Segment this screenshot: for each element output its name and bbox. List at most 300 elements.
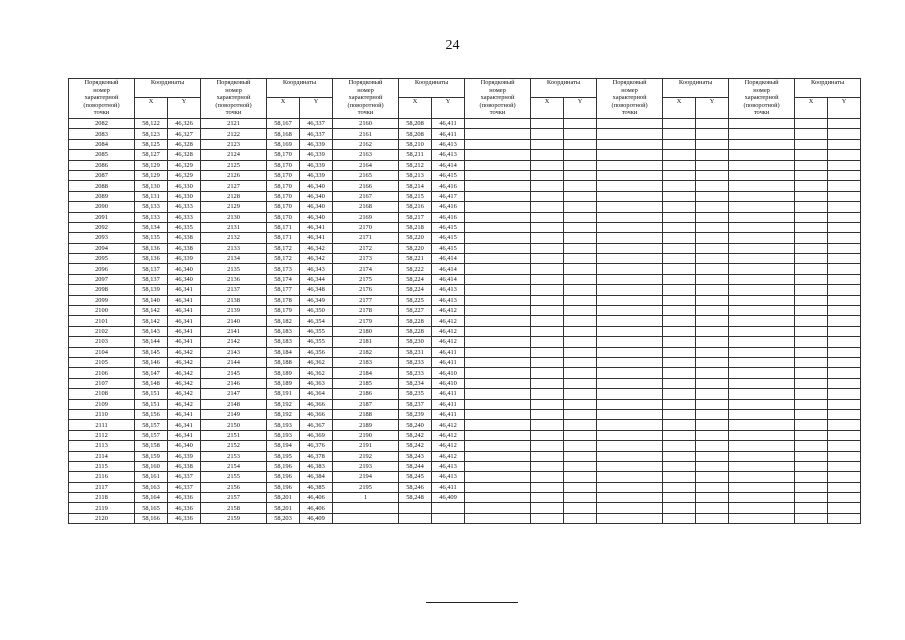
cell-y: 46,341 [168,420,201,430]
cell-x [795,451,828,461]
cell-y: 46,341 [168,295,201,305]
cell-point-number: 2195 [333,482,399,492]
table-row [69,461,861,471]
cell-y: 46,342 [168,357,201,367]
cell-point-number [465,513,531,523]
cell-point-number: 2164 [333,160,399,170]
cell-point-number: 2183 [333,357,399,367]
cell-point-number [465,222,531,232]
cell-y: 46,339 [168,254,201,264]
cell-x: 58,203 [267,513,300,523]
cell-point-number [597,326,663,336]
cell-point-number: 2167 [333,191,399,201]
cell-point-number: 2087 [69,170,135,180]
cell-y: 46,341 [168,430,201,440]
cell-y: 46,369 [300,430,333,440]
cell-x [531,461,564,471]
cell-y [696,503,729,513]
header-point-number-line: характерной [744,94,779,101]
table-row [69,181,861,191]
cell-point-number: 2086 [69,160,135,170]
cell-y: 46,339 [300,160,333,170]
cell-y [696,451,729,461]
cell-y [828,503,861,513]
cell-y [696,461,729,471]
cell-y: 46,414 [432,254,465,264]
cell-x [663,181,696,191]
cell-x: 58,235 [399,389,432,399]
cell-x [663,357,696,367]
cell-x: 58,224 [399,274,432,284]
cell-x: 58,192 [267,409,300,419]
header-point-number-line: номер [357,86,374,94]
cell-y: 46,383 [300,461,333,471]
cell-x: 58,239 [399,409,432,419]
cell-x [663,119,696,129]
cell-point-number [729,378,795,388]
cell-x [531,472,564,482]
cell-point-number [729,119,795,129]
cell-point-number [729,212,795,222]
cell-y [564,150,597,160]
cell-point-number [597,233,663,243]
cell-point-number [597,202,663,212]
cell-point-number [597,254,663,264]
cell-y [696,347,729,357]
cell-y: 46,415 [432,243,465,253]
cell-x: 58,242 [399,441,432,451]
cell-y: 46,342 [168,368,201,378]
header-y: Y [432,98,465,119]
cell-y [564,264,597,274]
cell-x [531,409,564,419]
cell-y: 46,355 [300,326,333,336]
cell-point-number [729,274,795,284]
cell-y [828,357,861,367]
table-row [69,357,861,367]
cell-x [663,150,696,160]
cell-y [696,316,729,326]
cell-x: 58,233 [399,368,432,378]
cell-point-number: 2190 [333,430,399,440]
cell-y [696,513,729,523]
cell-x [531,202,564,212]
cell-point-number: 2120 [69,513,135,523]
cell-x: 58,196 [267,461,300,471]
cell-point-number: 2181 [333,337,399,347]
cell-y [828,368,861,378]
cell-y [696,170,729,180]
cell-point-number: 2184 [333,368,399,378]
cell-point-number [729,503,795,513]
table-row [69,326,861,336]
cell-x [531,181,564,191]
cell-x [663,316,696,326]
cell-x: 58,143 [135,326,168,336]
cell-x: 58,216 [399,202,432,212]
table-row [69,129,861,139]
cell-y [696,254,729,264]
header-coordinates: Координаты [795,79,861,98]
cell-point-number [729,337,795,347]
cell-y [564,378,597,388]
cell-point-number [729,316,795,326]
cell-y [828,181,861,191]
cell-point-number: 2106 [69,368,135,378]
cell-x [795,337,828,347]
cell-x: 58,170 [267,202,300,212]
cell-y: 46,333 [168,202,201,212]
cell-y: 46,410 [432,368,465,378]
cell-x: 58,228 [399,326,432,336]
cell-x [663,513,696,523]
cell-x [531,254,564,264]
cell-y [564,409,597,419]
cell-y [564,170,597,180]
cell-y: 46,366 [300,409,333,419]
cell-x [795,233,828,243]
cell-y [828,129,861,139]
header-x: X [531,98,564,119]
cell-y [564,233,597,243]
cell-point-number [597,264,663,274]
header-y: Y [828,98,861,119]
cell-y [828,295,861,305]
cell-y: 46,362 [300,357,333,367]
cell-x [663,430,696,440]
cell-x [531,316,564,326]
cell-x: 58,147 [135,368,168,378]
cell-point-number [729,139,795,149]
cell-x: 58,136 [135,243,168,253]
cell-point-number [597,316,663,326]
cell-point-number [597,493,663,503]
cell-y: 46,328 [168,150,201,160]
cell-point-number [729,347,795,357]
cell-y: 46,341 [168,409,201,419]
coordinates-table [68,78,861,524]
table-row [69,368,861,378]
cell-y: 46,340 [300,181,333,191]
cell-point-number: 2098 [69,285,135,295]
table-row [69,285,861,295]
cell-x: 58,193 [267,430,300,440]
cell-x [531,306,564,316]
table-row [69,139,861,149]
cell-x [531,191,564,201]
cell-point-number: 2170 [333,222,399,232]
table-row [69,264,861,274]
table-row [69,295,861,305]
cell-x: 58,134 [135,222,168,232]
cell-y [828,347,861,357]
cell-y: 46,413 [432,295,465,305]
cell-y [828,264,861,274]
cell-x [531,243,564,253]
cell-y: 46,413 [432,285,465,295]
cell-point-number [729,420,795,430]
cell-x: 58,135 [135,233,168,243]
cell-point-number: 2108 [69,389,135,399]
cell-x: 58,215 [399,191,432,201]
header-point-number-line: точки [357,109,374,116]
cell-x: 58,158 [135,441,168,451]
cell-point-number: 2152 [201,441,267,451]
cell-x: 58,178 [267,295,300,305]
cell-y: 46,337 [300,129,333,139]
cell-point-number: 2124 [201,150,267,160]
cell-x: 58,130 [135,181,168,191]
cell-x: 58,228 [399,316,432,326]
cell-x: 58,163 [135,482,168,492]
cell-y: 46,414 [432,274,465,284]
cell-y [696,357,729,367]
cell-x [531,170,564,180]
cell-point-number: 2102 [69,326,135,336]
header-x: X [135,98,168,119]
cell-y [828,212,861,222]
table-row [69,441,861,451]
cell-x: 58,133 [135,202,168,212]
cell-y [828,378,861,388]
cell-x: 58,173 [267,264,300,274]
header-y: Y [300,98,333,119]
cell-y: 46,342 [300,243,333,253]
cell-point-number: 2179 [333,316,399,326]
cell-y [828,472,861,482]
cell-y [696,420,729,430]
cell-x: 58,193 [267,420,300,430]
cell-y [696,202,729,212]
cell-point-number: 2180 [333,326,399,336]
cell-point-number: 2146 [201,378,267,388]
cell-point-number [597,451,663,461]
cell-point-number [597,337,663,347]
cell-point-number [597,306,663,316]
cell-point-number: 2090 [69,202,135,212]
cell-x: 58,170 [267,191,300,201]
cell-x [663,420,696,430]
table-row [69,274,861,284]
cell-point-number: 2194 [333,472,399,482]
header-point-number-line: характерной [84,94,119,101]
cell-y: 46,414 [432,160,465,170]
cell-point-number: 2115 [69,461,135,471]
cell-point-number: 2128 [201,191,267,201]
table-row [69,451,861,461]
cell-x [531,337,564,347]
cell-y [828,461,861,471]
cell-x [531,222,564,232]
cell-point-number: 2089 [69,191,135,201]
cell-x [531,119,564,129]
cell-y [564,389,597,399]
cell-x [795,420,828,430]
cell-point-number: 2117 [69,482,135,492]
cell-x: 58,146 [135,357,168,367]
cell-x [663,306,696,316]
table-row [69,160,861,170]
cell-point-number [465,378,531,388]
header-point-number-line: точки [753,109,770,116]
cell-x: 58,213 [399,170,432,180]
cell-y [696,139,729,149]
header-x: X [795,98,828,119]
cell-x: 58,208 [399,119,432,129]
cell-x [531,285,564,295]
cell-x [663,461,696,471]
cell-point-number: 2127 [201,181,267,191]
header-point-number [465,79,531,119]
cell-y [696,274,729,284]
cell-x [795,399,828,409]
cell-point-number: 2145 [201,368,267,378]
cell-point-number [729,493,795,503]
cell-y: 46,412 [432,430,465,440]
cell-y: 46,340 [168,264,201,274]
cell-x [663,274,696,284]
cell-x [795,243,828,253]
cell-x [795,409,828,419]
table-row [69,430,861,440]
cell-x: 58,151 [135,399,168,409]
cell-y: 46,376 [300,441,333,451]
cell-x: 58,244 [399,461,432,471]
header-point-number-line: характерной [216,94,251,101]
table-row [69,399,861,409]
cell-x [531,493,564,503]
cell-y: 46,411 [432,129,465,139]
cell-x: 58,196 [267,472,300,482]
cell-y [828,409,861,419]
cell-y: 46,340 [300,202,333,212]
cell-point-number [729,295,795,305]
cell-y: 46,366 [300,399,333,409]
header-coordinates: Координаты [531,79,597,98]
table-row [69,513,861,523]
cell-x [531,129,564,139]
cell-x: 58,169 [267,139,300,149]
cell-point-number [597,243,663,253]
cell-point-number: 2151 [201,430,267,440]
cell-point-number: 2172 [333,243,399,253]
cell-point-number [597,503,663,513]
cell-x: 58,161 [135,472,168,482]
cell-y: 46,337 [168,482,201,492]
cell-x [795,503,828,513]
cell-point-number [729,285,795,295]
cell-point-number [465,316,531,326]
cell-x [795,181,828,191]
cell-x: 58,136 [135,254,168,264]
cell-y: 46,339 [300,170,333,180]
cell-x [795,368,828,378]
cell-x [531,368,564,378]
cell-x [531,441,564,451]
cell-y: 46,364 [300,389,333,399]
cell-y: 46,384 [300,472,333,482]
cell-y [828,119,861,129]
cell-x: 58,183 [267,337,300,347]
cell-point-number [465,357,531,367]
cell-y [696,482,729,492]
cell-point-number: 2085 [69,150,135,160]
cell-point-number: 2109 [69,399,135,409]
cell-point-number: 2182 [333,347,399,357]
cell-y [696,368,729,378]
cell-x [663,482,696,492]
header-point-number [69,79,135,119]
cell-point-number [465,160,531,170]
cell-point-number: 2126 [201,170,267,180]
cell-point-number [597,150,663,160]
cell-y [564,482,597,492]
cell-x: 58,170 [267,181,300,191]
cell-x: 58,174 [267,274,300,284]
cell-x: 58,230 [399,337,432,347]
cell-x [795,160,828,170]
cell-point-number [597,420,663,430]
cell-x [663,295,696,305]
cell-point-number: 1 [333,493,399,503]
cell-y: 46,406 [300,493,333,503]
cell-x [663,264,696,274]
cell-x: 58,240 [399,420,432,430]
header-point-number-line: (поворотной) [347,101,384,109]
cell-x: 58,159 [135,451,168,461]
header-point-number-line: (поворотной) [215,101,252,109]
cell-y [696,150,729,160]
cell-x [795,170,828,180]
table-row [69,222,861,232]
cell-point-number: 2119 [69,503,135,513]
table-row [69,472,861,482]
cell-point-number [465,461,531,471]
cell-point-number [465,493,531,503]
cell-point-number [597,430,663,440]
cell-y [564,430,597,440]
header-point-number [729,79,795,119]
cell-y: 46,326 [168,119,201,129]
cell-y: 46,362 [300,368,333,378]
cell-point-number [729,461,795,471]
cell-x: 58,140 [135,295,168,305]
cell-y [828,451,861,461]
cell-point-number [465,202,531,212]
cell-point-number: 2144 [201,357,267,367]
cell-point-number [729,326,795,336]
cell-x [663,243,696,253]
cell-y: 46,339 [300,150,333,160]
cell-x: 58,179 [267,306,300,316]
cell-point-number [465,129,531,139]
header-x: X [663,98,696,119]
cell-y: 46,341 [300,233,333,243]
header-point-number-line: точки [93,109,110,116]
cell-x: 58,192 [267,399,300,409]
cell-x [795,378,828,388]
cell-x [795,461,828,471]
cell-point-number: 2143 [201,347,267,357]
footer-rule [426,602,518,603]
cell-point-number [465,503,531,513]
cell-x: 58,167 [267,119,300,129]
cell-point-number: 2107 [69,378,135,388]
cell-point-number: 2084 [69,139,135,149]
cell-x [795,357,828,367]
cell-point-number: 2100 [69,306,135,316]
cell-point-number [465,254,531,264]
